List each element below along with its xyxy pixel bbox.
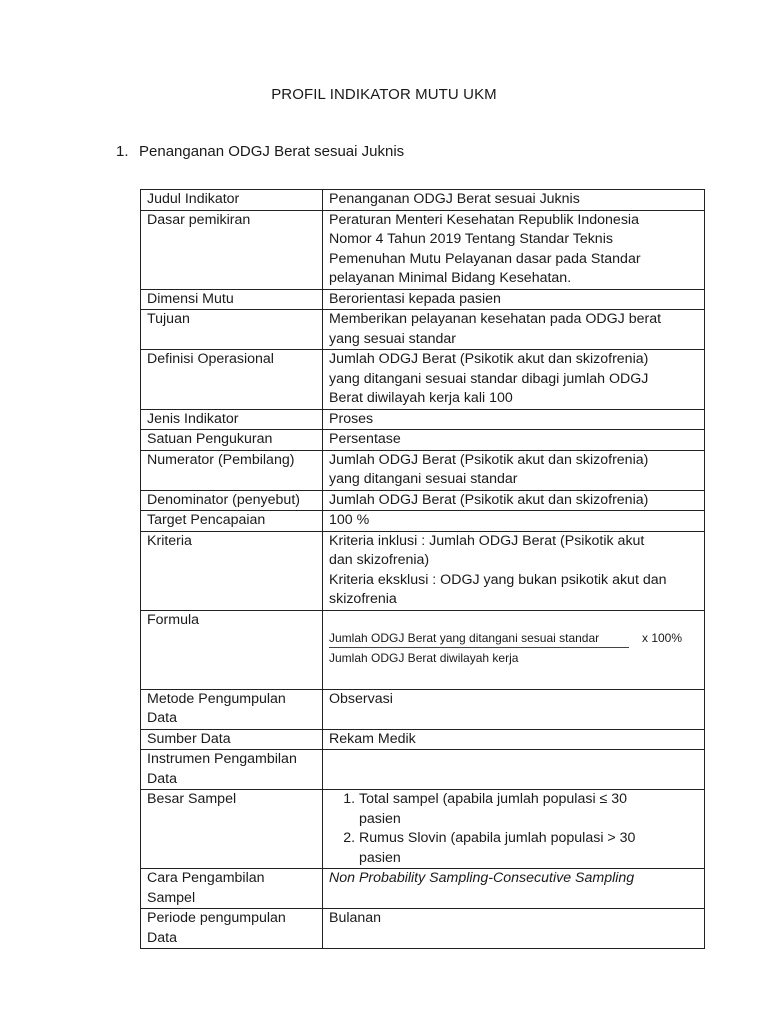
table-row <box>141 610 705 689</box>
row-label: Judul Indikator <box>141 190 323 211</box>
row-label: Tujuan <box>141 310 323 350</box>
table-row <box>141 310 705 350</box>
row-value: Peraturan Menteri Kesehatan Republik Indonesia Nomor 4 Tahun 2019 Tentang Standar Teknis Pemenuhan Mutu Pelayanan dasar pada Standar pelayanan Minimal Bidang Kesehatan. <box>323 210 705 289</box>
table-row <box>141 531 705 610</box>
fraction-line <box>329 647 629 648</box>
formula-denominator: Jumlah ODGJ Berat diwilayah kerja <box>329 650 519 665</box>
row-label: Periode pengumpulan Data <box>141 909 323 949</box>
row-value: Memberikan pelayanan kesehatan pada ODGJ berat yang sesuai standar <box>323 310 705 350</box>
row-label: Dasar pemikiran <box>141 210 323 289</box>
row-label: Numerator (Pembilang) <box>141 450 323 490</box>
table-row <box>141 450 705 490</box>
row-value: Rekam Medik <box>323 729 705 750</box>
row-label: Jenis Indikator <box>141 409 323 430</box>
section-number: 1. <box>116 143 129 160</box>
section-title: Penanganan ODGJ Berat sesuai Juknis <box>139 143 405 160</box>
formula-numerator: Jumlah ODGJ Berat yang ditangani sesuai standar <box>329 630 600 645</box>
row-label: Instrumen Pengambilan Data <box>141 750 323 790</box>
row-value: Persentase <box>323 430 705 451</box>
indicator-profile-table <box>140 189 705 949</box>
row-value: Observasi <box>323 689 705 729</box>
row-label: Cara Pengambilan Sampel <box>141 869 323 909</box>
row-label: Satuan Pengukuran <box>141 430 323 451</box>
table-row <box>141 430 705 451</box>
row-value: Berorientasi kepada pasien <box>323 289 705 310</box>
row-label: Target Pencapaian <box>141 511 323 532</box>
row-value: 100 % <box>323 511 705 532</box>
formula-cell <box>323 610 705 689</box>
table-row <box>141 689 705 729</box>
row-value: Jumlah ODGJ Berat (Psikotik akut dan skizofrenia) yang ditangani sesuai standar dibagi jumlah ODGJ Berat diwilayah kerja kali 100 <box>323 350 705 410</box>
row-label: Besar Sampel <box>141 790 323 869</box>
row-label: Definisi Operasional <box>141 350 323 410</box>
row-label: Sumber Data <box>141 729 323 750</box>
list-item: 2. Rumus Slovin (apabila jumlah populasi > 30 pasien <box>359 829 698 868</box>
table-row <box>141 409 705 430</box>
table-row <box>141 511 705 532</box>
table-row <box>141 869 705 909</box>
table-row <box>141 210 705 289</box>
table-row <box>141 190 705 211</box>
row-value: Bulanan <box>323 909 705 949</box>
row-label: Kriteria <box>141 531 323 610</box>
row-value: Penanganan ODGJ Berat sesuai Juknis <box>323 190 705 211</box>
formula <box>329 611 698 689</box>
table-row <box>141 729 705 750</box>
row-label: Formula <box>141 610 323 689</box>
row-value: Jumlah ODGJ Berat (Psikotik akut dan skizofrenia) yang ditangani sesuai standar <box>323 450 705 490</box>
row-label: Denominator (penyebut) <box>141 490 323 511</box>
row-label: Metode Pengumpulan Data <box>141 689 323 729</box>
table-row <box>141 289 705 310</box>
table-row <box>141 490 705 511</box>
row-value: Non Probability Sampling-Consecutive Sampling <box>323 869 705 909</box>
table-row <box>141 350 705 410</box>
table-row <box>141 750 705 790</box>
table-row <box>141 790 705 869</box>
row-value: Proses <box>323 409 705 430</box>
sample-size-list <box>329 790 698 868</box>
document-title: PROFIL INDIKATOR MUTU UKM <box>271 86 497 103</box>
section-heading <box>116 143 404 160</box>
list-item: 1. Total sampel (apabila jumlah populasi ≤ 30 pasien <box>359 790 698 829</box>
row-value: Kriteria inklusi : Jumlah ODGJ Berat (Psikotik akut dan skizofrenia) Kriteria eksklusi : ODGJ yang bukan psikotik akut dan skizofrenia <box>323 531 705 610</box>
row-label: Dimensi Mutu <box>141 289 323 310</box>
row-value: Jumlah ODGJ Berat (Psikotik akut dan skizofrenia) <box>323 490 705 511</box>
table-row <box>141 909 705 949</box>
sample-size-cell <box>323 790 705 869</box>
row-value <box>323 750 705 790</box>
formula-multiplier: x 100% <box>642 630 683 645</box>
